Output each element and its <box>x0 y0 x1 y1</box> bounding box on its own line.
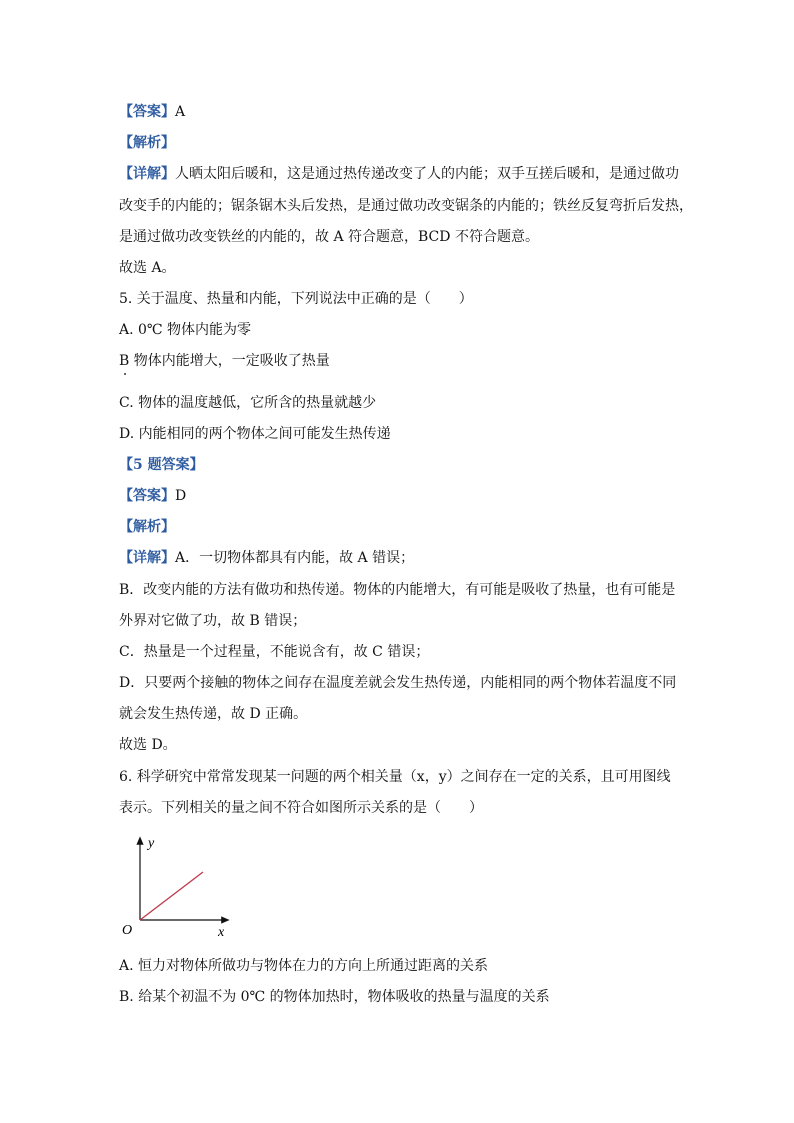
xy-graph <box>118 830 238 940</box>
question-5: 5. 关于温度、热量和内能，下列说法中正确的是（ ） <box>119 291 473 307</box>
proportional-line <box>140 872 203 920</box>
q6-option-a: A. 恒力对物体所做功与物体在力的方向上所通过距离的关系 <box>119 958 489 974</box>
q5-detail-b-1: B．改变内能的方法有做功和热传递。物体的内能增大，有可能是吸收了热量，也有可能是 <box>119 582 676 598</box>
y-axis-label: y <box>148 836 155 851</box>
question-6-line-1: 6. 科学研究中常常发现某一问题的两个相关量（x，y）之间存在一定的关系，且可用图线 <box>119 769 671 785</box>
detail-line-2: 改变手的内能的；锯条锯木头后发热，是通过做功改变锯条的内能的；铁丝反复弯折后发热， <box>119 198 693 214</box>
stray-dot <box>124 373 126 375</box>
q5-option-a: A. 0℃ 物体内能为零 <box>119 322 252 338</box>
q5-detail-d-1: D．只要两个接触的物体之间存在温度差就会发生热传递，内能相同的两个物体若温度不同 <box>119 675 677 691</box>
choose-line: 故选 A。 <box>119 260 176 276</box>
q5-option-c: C. 物体的温度越低，它所含的热量就越少 <box>119 395 377 411</box>
x-axis-label: x <box>218 925 225 940</box>
q5-detail-a: 【详解】A．一切物体都具有内能，故 A 错误； <box>119 550 415 566</box>
q5-option-d: D. 内能相同的两个物体之间可能发生热传递 <box>119 426 391 442</box>
detail-line-1: 【详解】人晒太阳后暖和，这是通过热传递改变了人的内能；双手互搓后暖和，是通过做功 <box>119 166 679 182</box>
q6-option-b: B. 给某个初温不为 0℃ 的物体加热时，物体吸收的热量与温度的关系 <box>119 989 550 1005</box>
q5-detail-c: C．热量是一个过程量，不能说含有，故 C 错误； <box>119 644 430 660</box>
q5-option-b: B 物体内能增大，一定吸收了热量 <box>119 353 330 369</box>
q5-analysis-heading: 【解析】 <box>119 519 175 535</box>
q5-choose-line: 故选 D。 <box>119 737 177 753</box>
origin-label: O <box>122 923 133 938</box>
q5-detail-b-2: 外界对它做了功，故 B 错误； <box>119 613 307 629</box>
analysis-heading: 【解析】 <box>119 135 175 151</box>
answer-line: 【答案】A <box>119 104 186 120</box>
q5-answer-line: 【答案】D <box>119 488 187 504</box>
question-6-line-2: 表示。下列相关的量之间不符合如图所示关系的是（ ） <box>119 800 483 816</box>
q5-detail-d-2: 就会发生热传递，故 D 正确。 <box>119 706 308 722</box>
q5-answer-title: 【5 题答案】 <box>119 457 204 473</box>
detail-line-3: 是通过做功改变铁丝的内能的，故 A 符合题意，BCD 不符合题意。 <box>119 229 539 245</box>
